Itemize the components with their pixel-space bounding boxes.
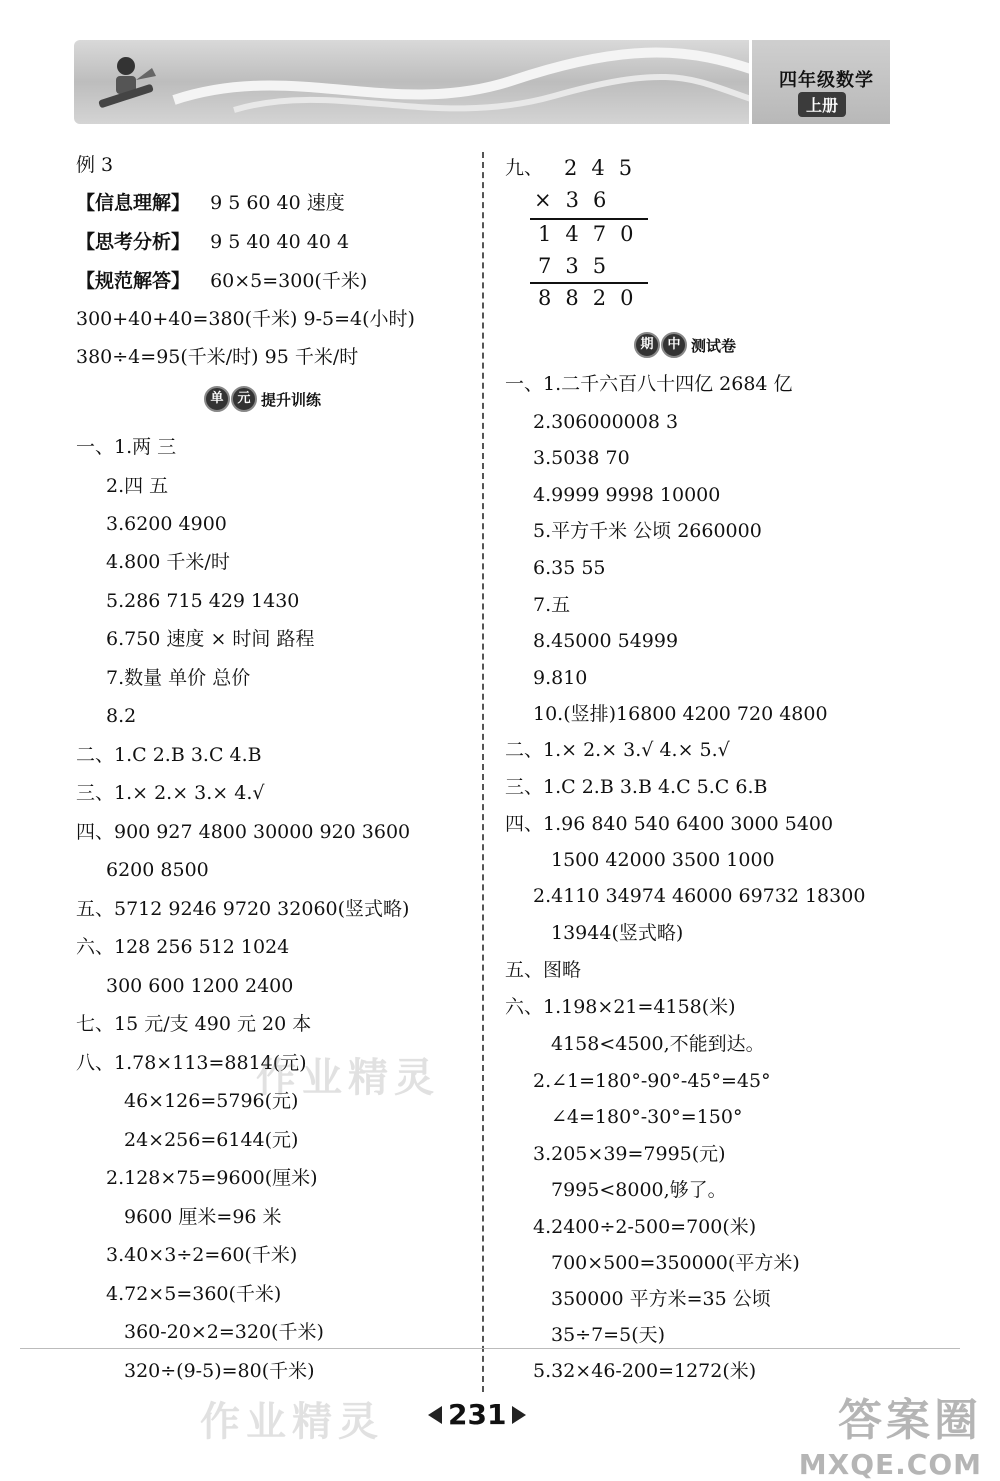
solution-line: 380÷4=95(千米/时) 95 千米/时 — [76, 346, 359, 368]
answer-line: 7.数量 单价 总价 — [106, 667, 251, 689]
answer-line: 6200 8500 — [106, 859, 209, 881]
answer-line: 700×500=350000(平方米) — [551, 1252, 800, 1274]
column-divider — [482, 152, 484, 1392]
answer-line: 6.35 55 — [533, 557, 606, 579]
answer-line: 六、1.198×21=4158(米) — [505, 996, 736, 1018]
answer-line: 1500 42000 3500 1000 — [551, 849, 775, 871]
answer-line: 9600 厘米=96 米 — [124, 1206, 282, 1228]
answer-line: 4.2400÷2-500=700(米) — [533, 1216, 757, 1238]
watermark-text: 作业精灵 — [200, 1399, 384, 1445]
answer-line: 3.40×3÷2=60(千米) — [106, 1244, 298, 1266]
grade-title: 四年级数学 — [779, 70, 874, 91]
answer-line: 8.45000 54999 — [533, 630, 679, 652]
unit-section-title — [204, 386, 321, 412]
analysis-value: 9 5 40 40 40 4 — [210, 231, 350, 253]
answer-line: ∠4=180°-30°=150° — [551, 1106, 743, 1128]
unit-badge: 单 元 — [204, 386, 257, 412]
site-watermark-url: MXQE.COM — [798, 1448, 982, 1481]
answer-line: 二、1.× 2.× 3.√ 4.× 5.√ — [505, 739, 730, 761]
answer-line: 8.2 — [106, 705, 137, 727]
answer-line: 一、1.两 三 — [76, 436, 177, 458]
site-watermark-name: 答案圈 — [838, 1395, 982, 1446]
page-number: 231 — [448, 1398, 507, 1431]
answer-line: 五、图略 — [505, 959, 582, 981]
answer-line: 八、1.78×113=8814(元) — [76, 1052, 307, 1074]
section-title-text: 测试卷 — [691, 336, 737, 355]
answer-line: 2.4110 34974 46000 69732 18300 — [533, 885, 866, 907]
info-value: 9 5 60 40 速度 — [210, 192, 345, 214]
student-mascot-icon — [92, 50, 162, 114]
answer-line: 3.5038 70 — [533, 447, 630, 469]
answer-line: 一、1.二千六百八十四亿 2684 亿 — [505, 373, 793, 395]
answer-line: 10.(竖排)16800 4200 720 4800 — [533, 703, 828, 725]
answer-line: 二、1.C 2.B 3.C 4.B — [76, 744, 262, 766]
midterm-section-title — [634, 332, 736, 358]
grade-sub-badge: 上册 — [798, 92, 846, 117]
answer-line: 4.72×5=360(千米) — [106, 1283, 282, 1305]
answer-line: 9.810 — [533, 667, 588, 689]
answer-line: 四、900 927 4800 30000 920 3600 — [76, 821, 411, 843]
answer-line: 五、5712 9246 9720 32060(竖式略) — [76, 898, 410, 920]
decorative-swirl — [74, 40, 754, 124]
analysis-label: 【思考分析】 — [76, 231, 191, 253]
answer-line: 2.306000008 3 — [533, 411, 679, 433]
prev-arrow-icon — [428, 1406, 442, 1424]
page-number-nav — [428, 1398, 526, 1431]
answer-line: 360-20×2=320(千米) — [124, 1321, 324, 1343]
answer-line: 2.∠1=180°-90°-45°=45° — [533, 1070, 771, 1092]
answer-line: 2.128×75=9600(厘米) — [106, 1167, 318, 1189]
answer-line: 320÷(9-5)=80(千米) — [124, 1360, 315, 1382]
answer-line: 4.9999 9998 10000 — [533, 484, 721, 506]
section-title-text: 提升训练 — [261, 390, 322, 409]
answer-line: 六、128 256 512 1024 — [76, 936, 290, 958]
header-banner — [74, 40, 890, 124]
answer-line: 6.750 速度 × 时间 路程 — [106, 628, 315, 650]
answer-line: 5.32×46-200=1272(米) — [533, 1360, 757, 1382]
answer-line: 4.800 千米/时 — [106, 551, 230, 573]
info-label: 【信息理解】 — [76, 192, 191, 214]
answer-line: 46×126=5796(元) — [124, 1090, 299, 1112]
answer-label: 【规范解答】 — [76, 270, 191, 292]
answer-line: 七、15 元/支 490 元 20 本 — [76, 1013, 312, 1035]
info-row — [76, 191, 345, 215]
mult-rule — [530, 218, 648, 220]
answer-row — [76, 269, 367, 293]
answer-line: 2.四 五 — [106, 475, 169, 497]
vertical-multiplication — [508, 152, 658, 312]
mult-row: 8820 — [538, 286, 648, 310]
answer-line: 13944(竖式略) — [551, 922, 684, 944]
answer-line: 350000 平方米=35 公顷 — [551, 1288, 771, 1310]
example-label: 例 3 — [76, 154, 114, 176]
answer-line: 4158<4500,不能到达。 — [551, 1033, 765, 1055]
site-watermark — [799, 1384, 982, 1481]
mult-rule — [530, 282, 648, 284]
answer-line: 三、1.C 2.B 3.B 4.C 5.C 6.B — [505, 776, 768, 798]
answer-line: 5.平方千米 公顷 2660000 — [533, 520, 762, 542]
answer-line: 3.6200 4900 — [106, 513, 227, 535]
watermark-text: 作业精灵 — [256, 1055, 440, 1101]
mult-row: 735 — [538, 254, 621, 278]
footer-rule — [20, 1348, 960, 1349]
midterm-badge: 期 中 — [634, 332, 687, 358]
next-arrow-icon — [512, 1406, 526, 1424]
answer-line: 7995<8000,够了。 — [551, 1179, 727, 1201]
mult-row: 1470 — [538, 222, 648, 246]
analysis-row — [76, 230, 349, 254]
mult-row: 245 — [564, 156, 647, 180]
solution-line: 300+40+40=380(千米) 9-5=4(小时) — [76, 308, 415, 330]
answer-line: 24×256=6144(元) — [124, 1129, 299, 1151]
answer-line: 三、1.× 2.× 3.× 4.√ — [76, 782, 265, 804]
mult-row: ×36 — [534, 188, 621, 212]
question-nine-label: 九、 — [505, 157, 544, 179]
answer-line: 7.五 — [533, 594, 571, 616]
answer-line: 300 600 1200 2400 — [106, 975, 294, 997]
answer-value: 60×5=300(千米) — [210, 270, 368, 292]
answer-line: 35÷7=5(天) — [551, 1324, 666, 1346]
answer-line: 四、1.96 840 540 6400 3000 5400 — [505, 813, 834, 835]
answer-line: 5.286 715 429 1430 — [106, 590, 300, 612]
answer-line: 3.205×39=7995(元) — [533, 1143, 726, 1165]
